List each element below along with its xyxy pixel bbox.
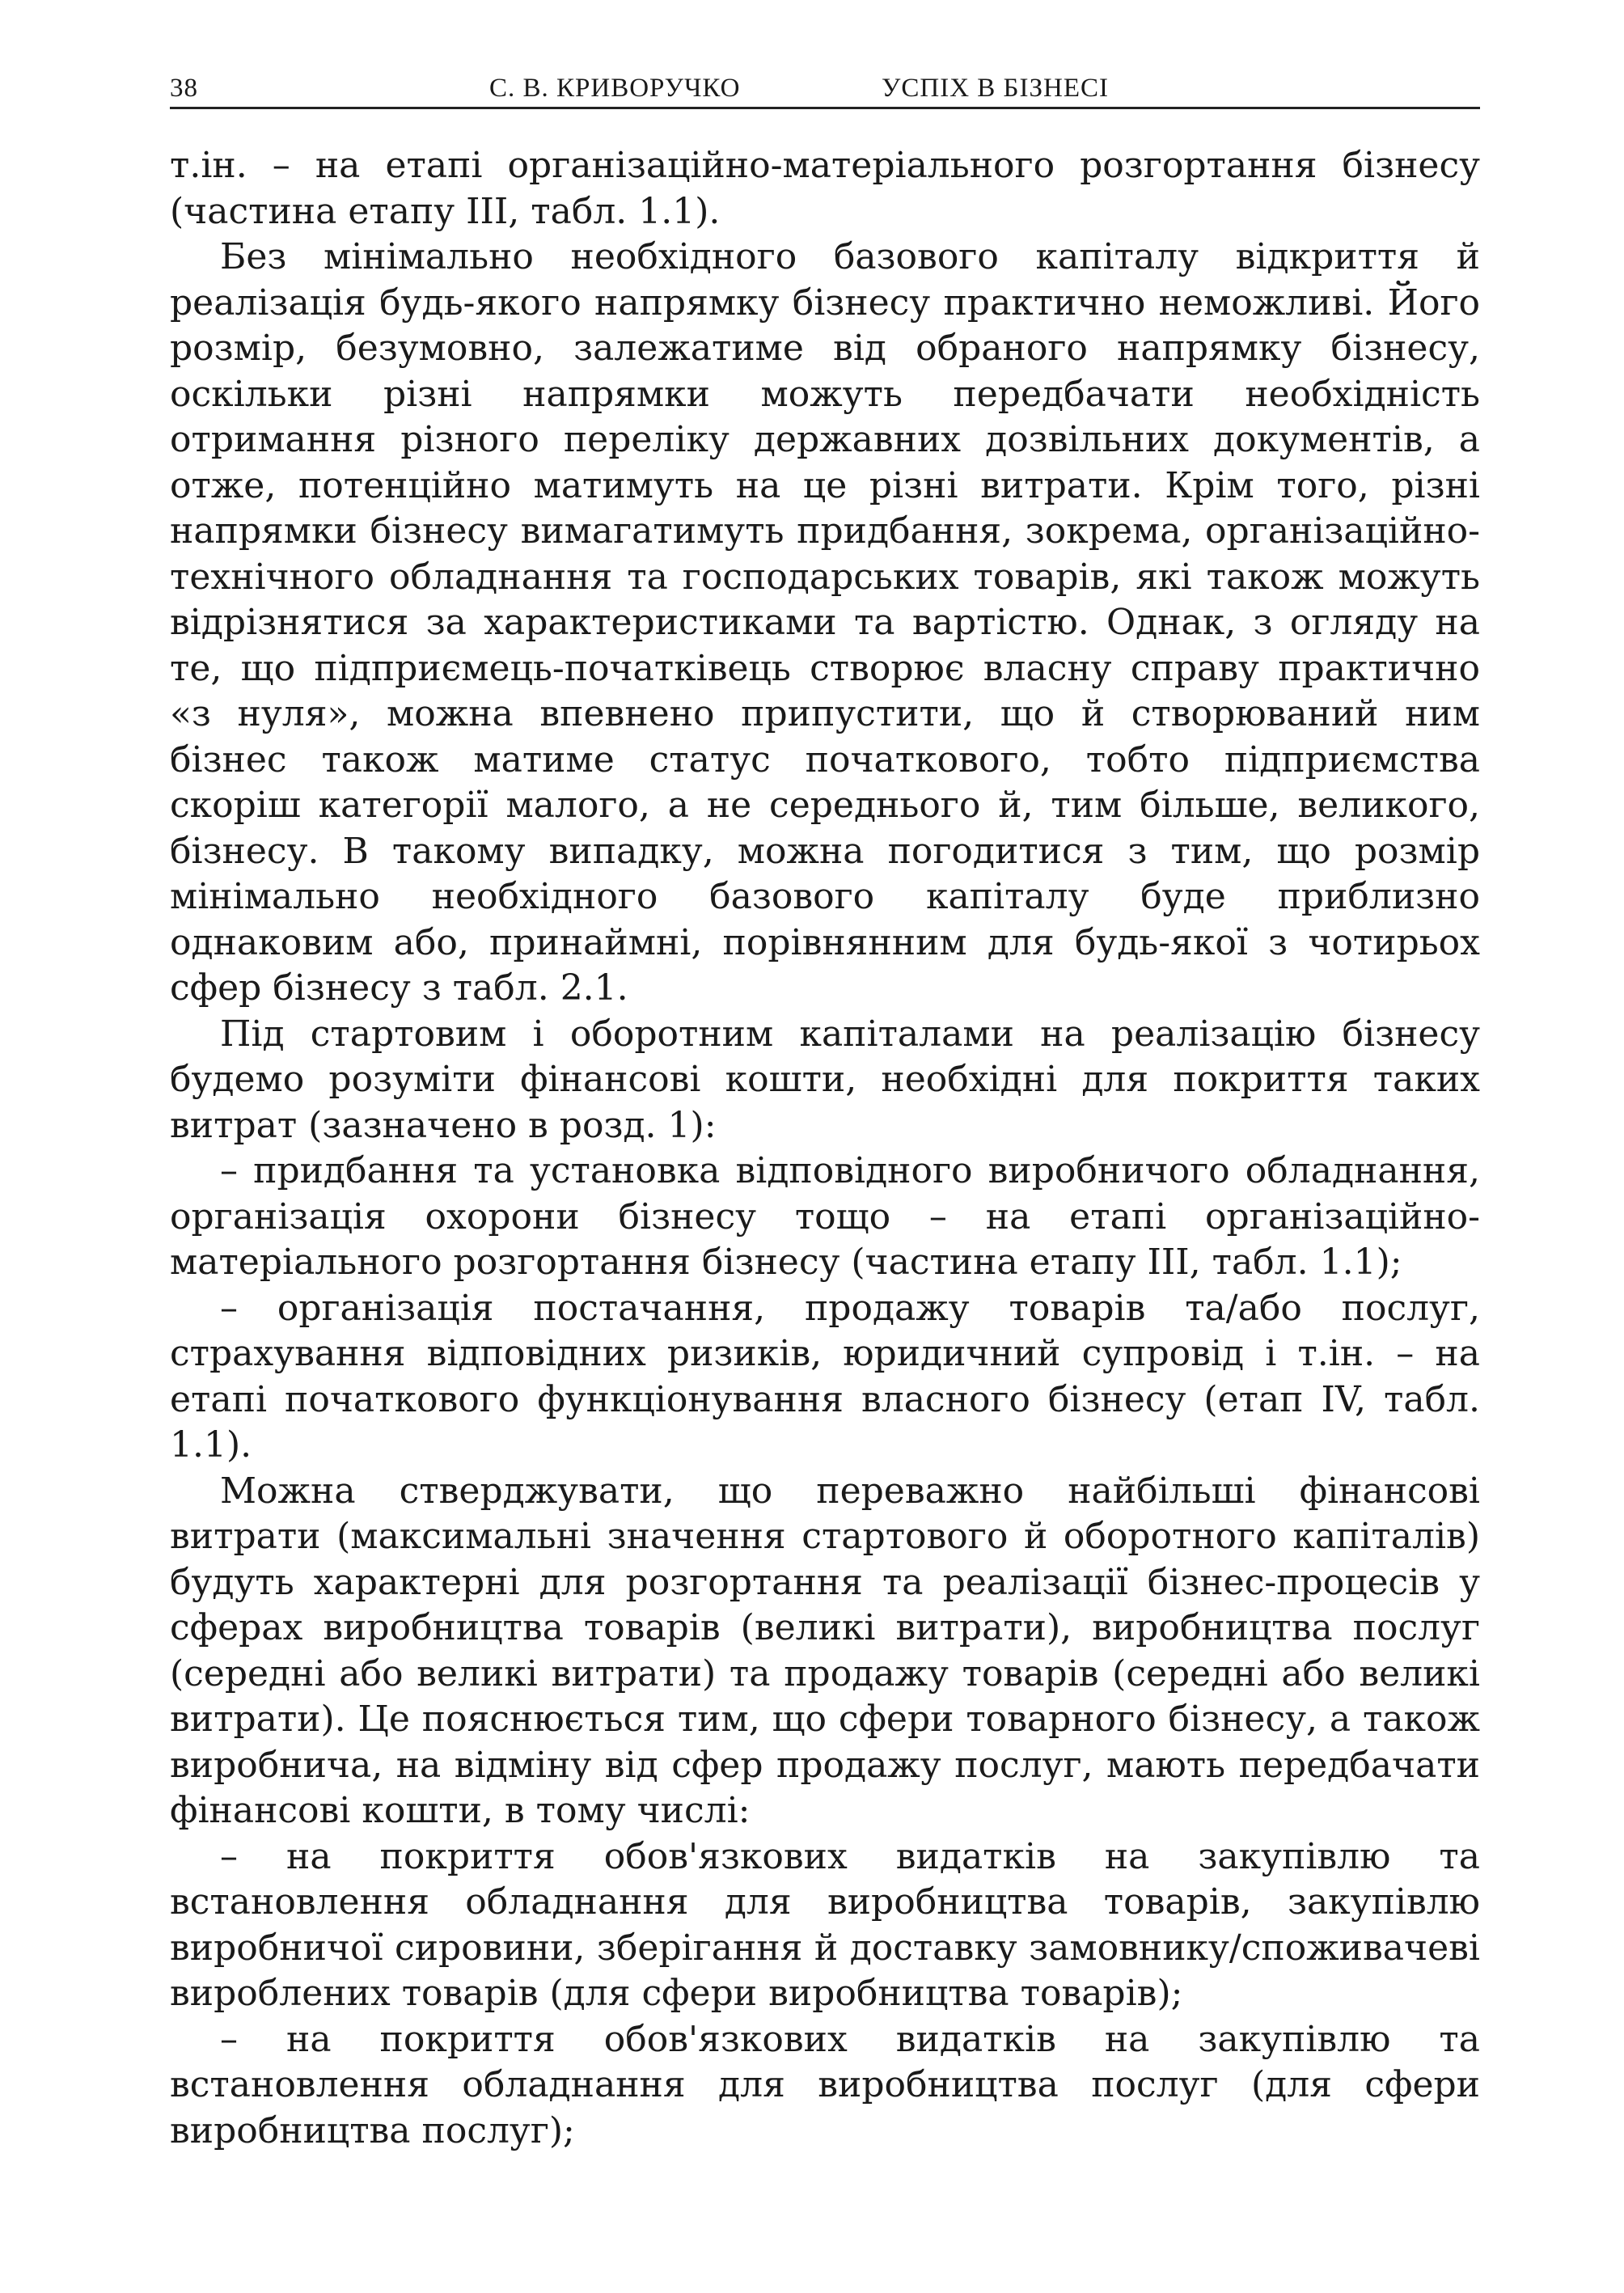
book-title: УСПІХ В БІЗНЕСІ bbox=[882, 74, 1109, 103]
list-item: – організація постачання, продажу товарів та/або послуг, страхування відповідних ризиків, юридичний супровід і т.ін. – на етапі початкового функціонування власного бізнесу (етап IV, табл. 1.1). bbox=[170, 1287, 1480, 1466]
body-text bbox=[170, 143, 1480, 2154]
paragraph: Без мінімально необхідного базового капіталу відкриття й реалізація будь-якого напрямку бізнесу практично неможливі. Його розмір, безумовно, залежатиме від обраного напрямку бізнесу, оскільки різні напрямки можуть передбачати необхідність отримання різного переліку державних дозвільних документів, а отже, потенційно матимуть на це різні витрати. Крім того, різні напрямки бізнесу вимагатимуть придбання, зокрема, організаційно-технічного обладнання та господарських товарів, які також можуть відрізнятися за характеристиками та вартістю. Однак, з огляду на те, що підприємець-початківець створює власну справу практично «з нуля», можна впевнено припустити, що й створюваний ним бізнес також матиме статус початкового, тобто підприємства скоріш категорії малого, а не середнього й, тим більше, великого, бізнесу. В такому випадку, можна погодитися з тим, що розмір мінімально необхідного базового капіталу буде приблизно однаковим або, принаймні, порівнянним для будь-якої з чотирьох сфер бізнесу з табл. 2.1. bbox=[170, 236, 1480, 1009]
list-item: – на покриття обов'язкових видатків на закупівлю та встановлення обладнання для виробництва товарів, закупівлю виробничої сировини, зберігання й доставку замовнику/споживачеві вироблених товарів (для сфери виробництва товарів); bbox=[170, 1835, 1480, 2014]
paragraph: Під стартовим і оборотним капіталами на реалізацію бізнесу будемо розуміти фінансові кошти, необхідні для покриття таких витрат (зазначено в розд. 1): bbox=[170, 1013, 1480, 1146]
list-item: – придбання та установка відповідного виробничого обладнання, організація охорони бізнесу тощо – на етапі організаційно-матеріального розгортання бізнесу (частина етапу ІІІ, табл. 1.1); bbox=[170, 1150, 1480, 1283]
running-header bbox=[170, 57, 1480, 109]
page-content bbox=[170, 57, 1480, 2154]
paragraph: Можна стверджувати, що переважно найбільші фінансові витрати (максимальні значення стартового й оборотного капіталів) будуть характерні для розгортання та реалізації бізнес-процесів у сферах виробництва товарів (великі витрати), виробництва послуг (середні або великі витрати) та продажу товарів (середні або великі витрати). Це пояснюється тим, що сфери товарного бізнесу, а також виробнича, на відміну від сфер продажу послуг, мають передбачати фінансові кошти, в тому числі: bbox=[170, 1470, 1480, 1831]
list-item: – на покриття обов'язкових видатків на закупівлю та встановлення обладнання для виробництва послуг (для сфери виробництва послуг); bbox=[170, 2018, 1480, 2151]
author-name: С. В. КРИВОРУЧКО bbox=[489, 74, 741, 103]
paragraph: т.ін. – на етапі організаційно-матеріального розгортання бізнесу (частина етапу ІІІ, табл. 1.1). bbox=[170, 145, 1480, 232]
page-number: 38 bbox=[170, 74, 198, 103]
